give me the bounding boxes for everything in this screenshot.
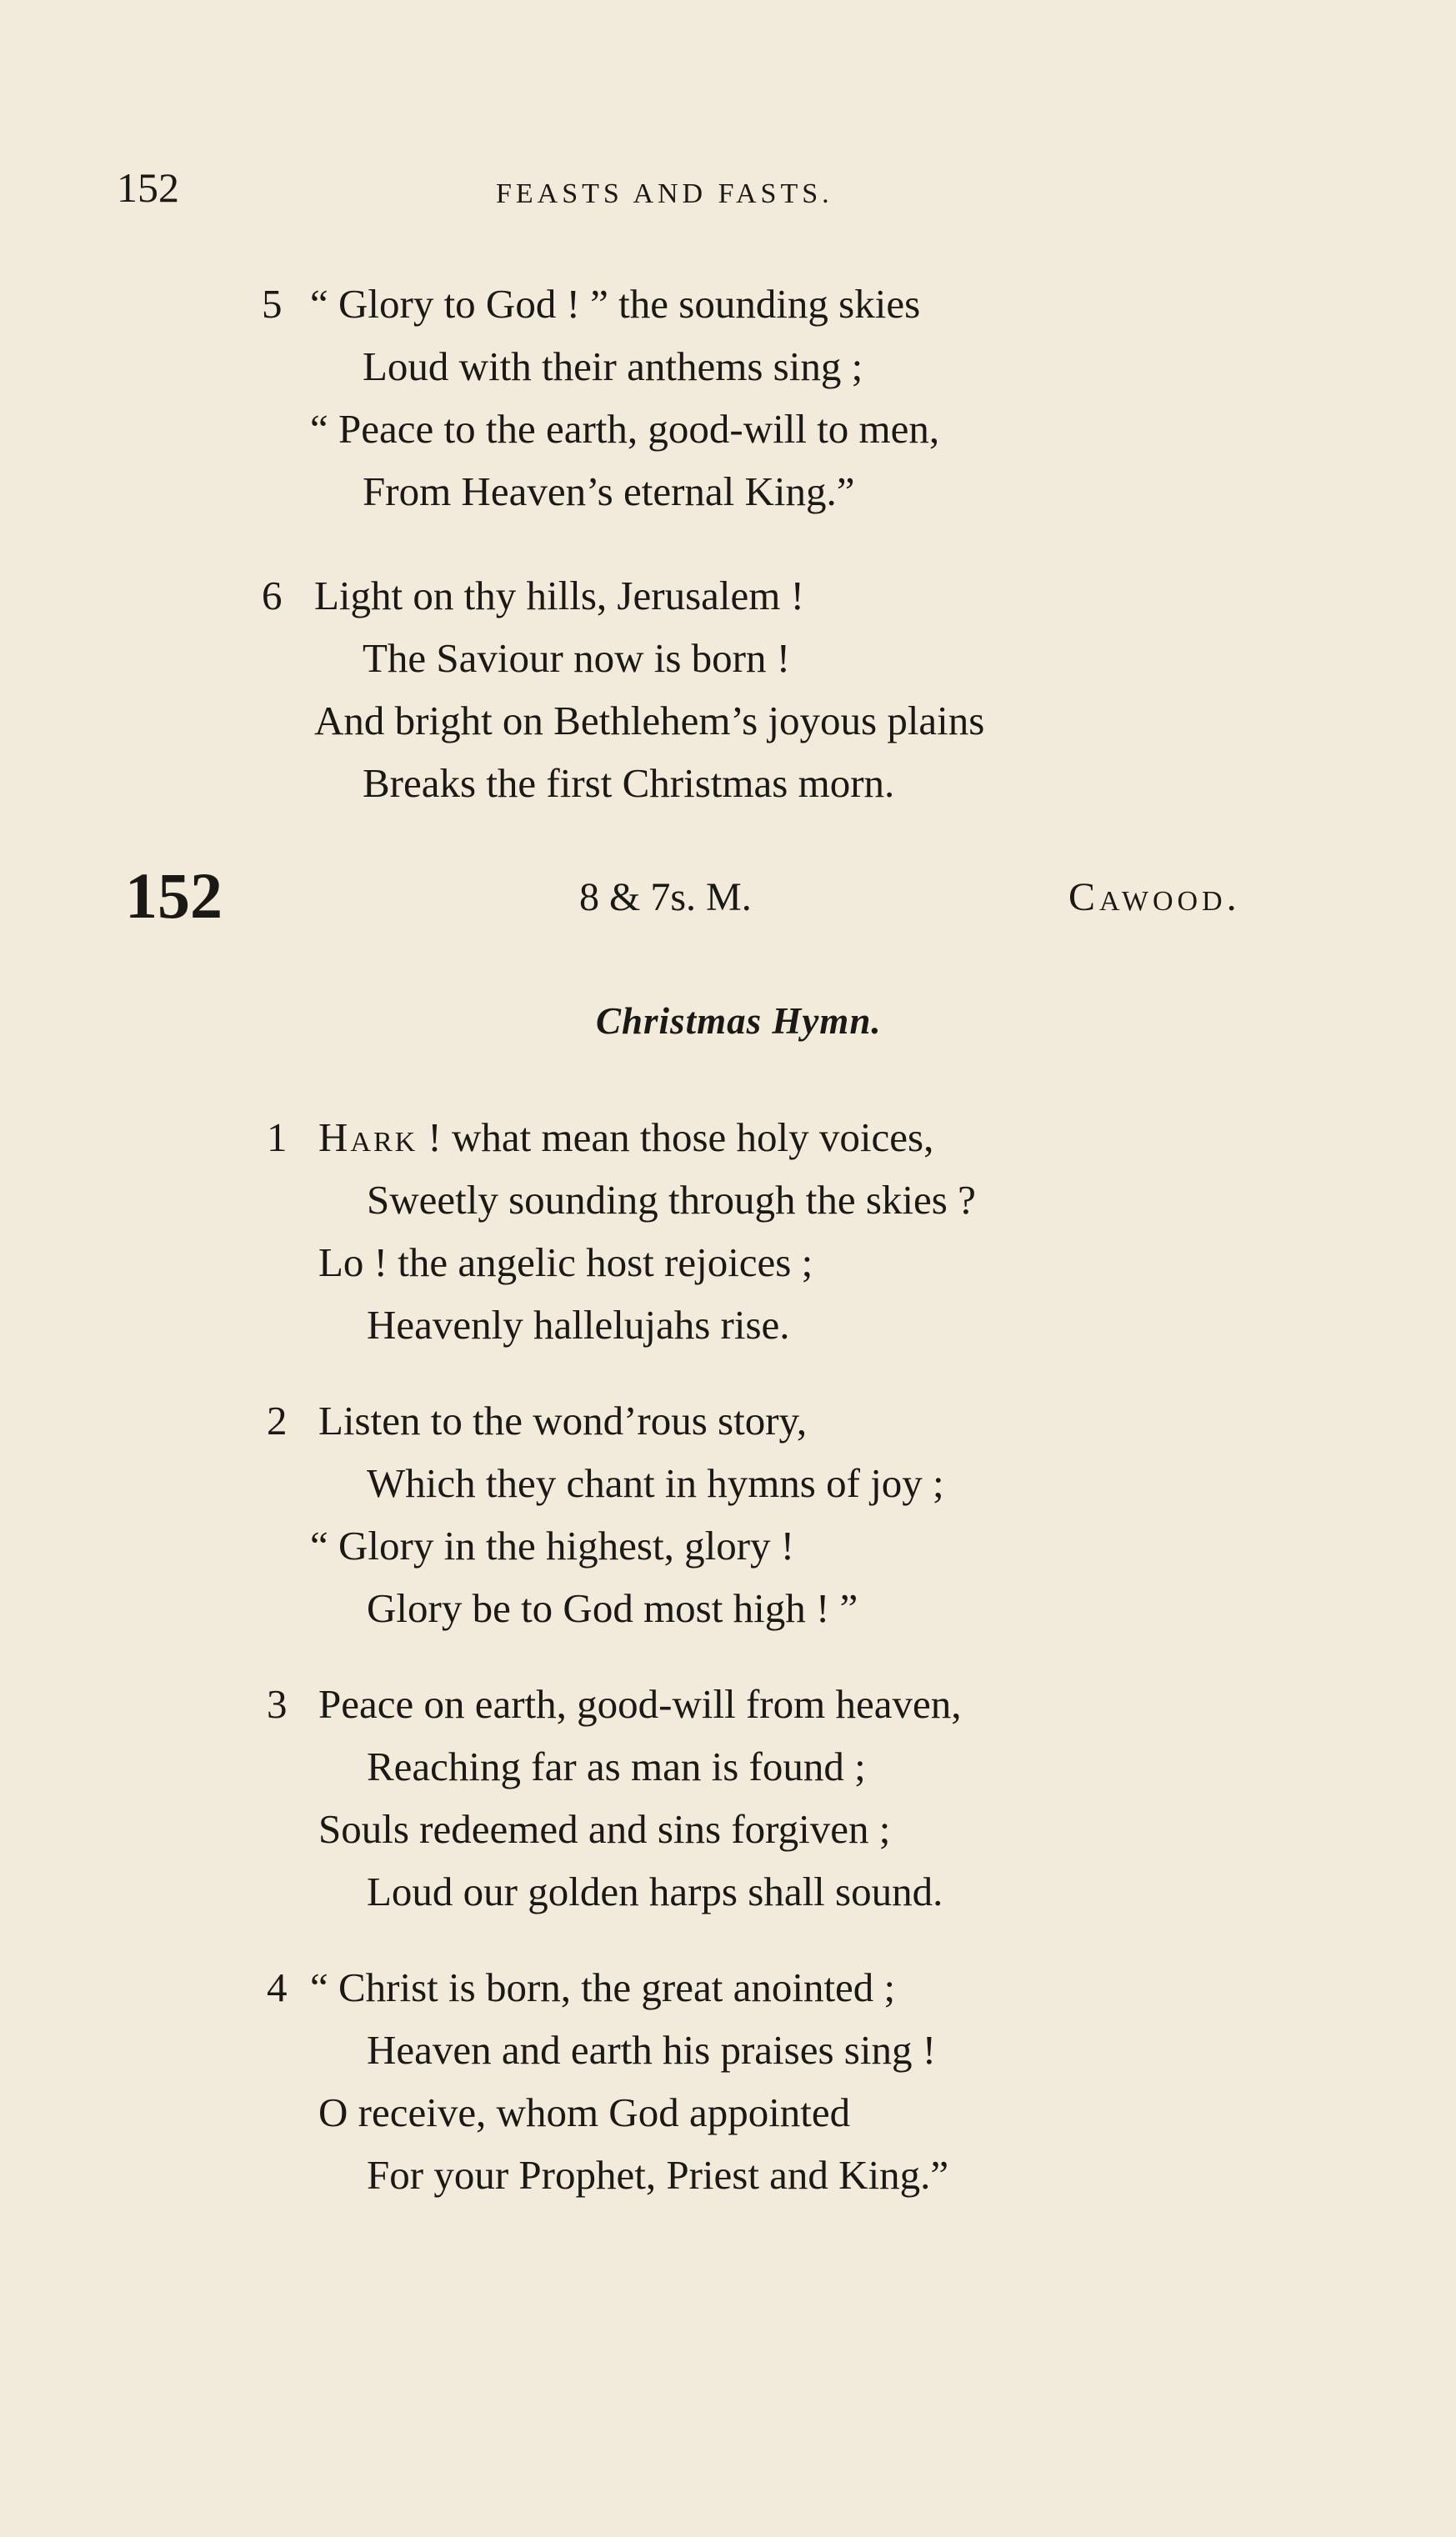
hymn-stanza-4	[0, 1963, 1333, 2213]
verse-line: Listen to the wond’rous story,	[318, 1398, 808, 1444]
hymn-stanza-2	[0, 1396, 1333, 1646]
hymn-stanza-3	[0, 1679, 1333, 1929]
stanza-number: 1	[267, 1114, 288, 1160]
verse-line: And bright on Bethlehem’s joyous plains	[314, 698, 985, 743]
hymn-meter: 8 & 7s. M.	[579, 875, 752, 919]
verse-line: From Heaven’s eternal King.”	[363, 468, 855, 514]
stanza-number: 2	[267, 1398, 288, 1444]
stanza-number: 4	[267, 1964, 288, 2010]
verse-line: Light on thy hills, Jerusalem !	[314, 573, 804, 618]
opening-word: Hark	[318, 1114, 418, 1160]
verse-line: “ Peace to the earth, good-will to men,	[310, 406, 940, 452]
stanza-6	[0, 571, 1333, 821]
verse-line: Heavenly hallelujahs rise.	[367, 1302, 790, 1348]
verse-line: Heaven and earth his praises sing !	[367, 2027, 937, 2073]
verse-line: Peace on earth, good-will from heaven,	[318, 1681, 962, 1727]
running-title: FEASTS AND FASTS.	[496, 178, 833, 209]
verse-line: “ Glory to God ! ” the sounding skies	[310, 281, 921, 327]
tune-name: Cawood.	[1068, 875, 1241, 919]
verse-line: Loud our golden harps shall sound.	[367, 1869, 943, 1914]
page-number: 152	[117, 164, 179, 211]
verse-line: Souls redeemed and sins forgiven ;	[318, 1806, 891, 1852]
verse-line: Sweetly sounding through the skies ?	[367, 1177, 976, 1223]
hymn-stanza-1	[0, 1113, 1333, 1363]
verse-line-first	[318, 1113, 933, 1163]
stanza-number: 3	[267, 1681, 288, 1727]
verse-line: Lo ! the angelic host rejoices ;	[318, 1239, 813, 1285]
verse-line: Breaks the first Christmas morn.	[363, 760, 895, 806]
verse-line: Loud with their anthems sing ;	[363, 343, 863, 389]
hymn-header	[0, 858, 1456, 942]
verse-line: “ Glory in the highest, glory !	[310, 1523, 795, 1569]
first-line-rest: ! what mean those holy voices,	[418, 1114, 934, 1160]
stanza-number: 5	[262, 281, 283, 327]
stanza-number: 6	[262, 573, 283, 618]
verse-line: Glory be to God most high ! ”	[367, 1585, 858, 1631]
verse-line: O receive, whom God appointed	[318, 2089, 851, 2135]
stanza-5	[0, 279, 1333, 529]
verse-line: Reaching far as man is found ;	[367, 1744, 866, 1789]
hymn-number: 152	[125, 859, 223, 932]
verse-line: For your Prophet, Priest and King.”	[367, 2152, 949, 2198]
hymn-title: Christmas Hymn.	[596, 1000, 882, 1042]
verse-line: The Saviour now is born !	[363, 635, 791, 681]
running-head	[117, 163, 950, 221]
verse-line: “ Christ is born, the great anointed ;	[310, 1964, 896, 2010]
verse-line: Which they chant in hymns of joy ;	[367, 1460, 944, 1506]
